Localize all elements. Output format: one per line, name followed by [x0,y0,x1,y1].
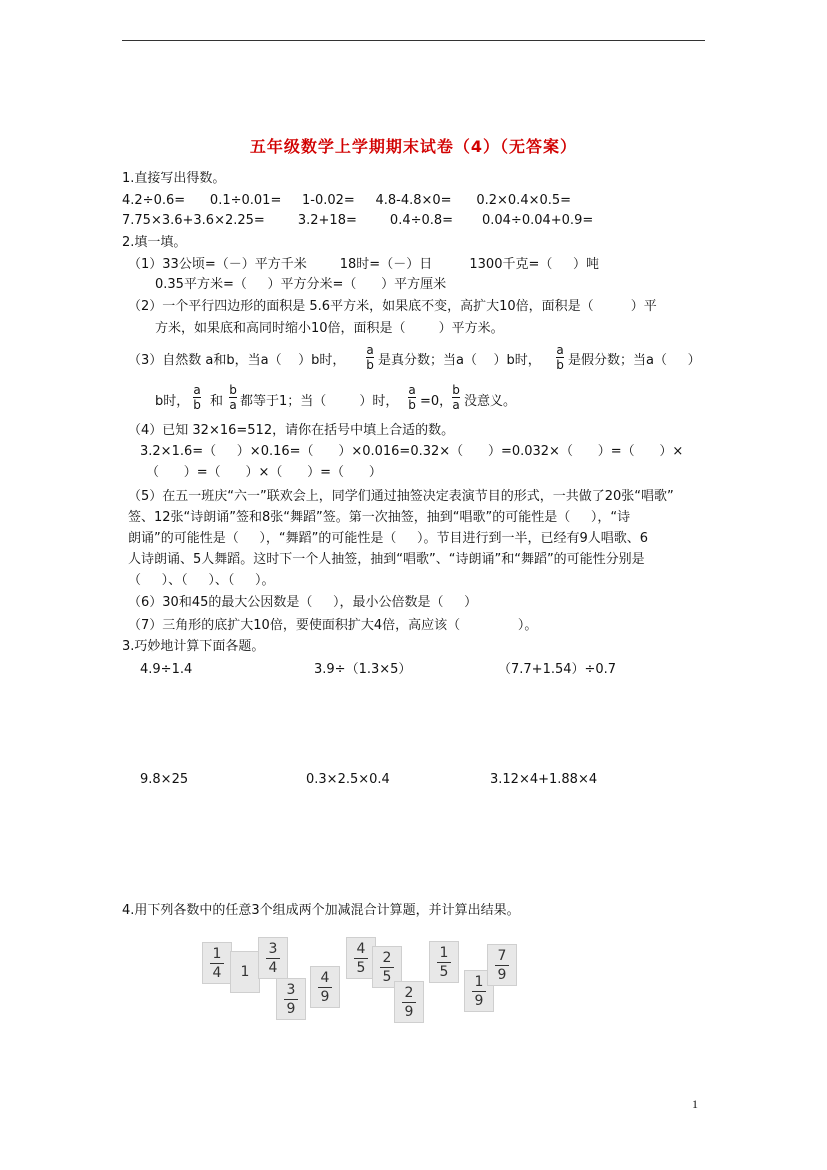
document-title: 五年级数学上学期期末试卷（4）（无答案） [249,137,578,156]
question-4-heading: 4.用下列各数中的任意3个组成两个加减混合计算题，并计算出结果。 [122,903,520,918]
question-2-4-line-2: （ ）=（ ）×（ ）=（ ） [146,465,382,480]
question-2-3-text-1: （3）自然数 a和b，当a（ ）b时， [128,353,346,368]
question-3-expr-3: （7.7+1.54）÷0.7 [498,662,617,677]
number-card: 4 9 [310,966,340,1008]
fraction-a-over-b: a b [556,343,564,372]
question-2-3-text-5: 和 [210,394,224,409]
question-2-7: （7）三角形的底扩大10倍，要使面积扩大4倍，高应该（ ）。 [128,618,538,633]
question-2-3-text-7: =0， [420,394,453,409]
question-2-5-line-2: 签、12张“诗朗诵”签和8张“舞蹈”签。第一次抽签，抽到“唱歌”的可能性是（ ），“诗 [128,510,631,525]
question-1-row-1: 4.2÷0.6= 0.1÷0.01= 1-0.02= 4.8-4.8×0= 0.2×0.4×0.5= [122,193,572,208]
question-3-heading: 3.巧妙地计算下面各题。 [122,639,265,654]
question-2-3-text-3: 是假分数；当a（ ） [568,353,701,368]
question-2-4-line-1: 3.2×1.6=（ ）×0.16=（ ）×0.016=0.32×（ ）=0.032×（ ）=（ ）× [140,444,684,459]
fraction-a-over-b: a b [193,383,201,412]
question-2-1-line-2: 0.35平方米=（ ）平方分米=（ ）平方厘米 [155,277,447,292]
question-2-5-line-5: （ ）、（ ）、（ ）。 [128,573,275,588]
question-3-expr-2: 3.9÷（1.3×5） [314,662,412,677]
fraction-a-over-b: a b [408,383,416,412]
fraction-b-over-a: b a [229,383,237,412]
question-2-5-line-3: 朗诵”的可能性是（ ），“舞蹈”的可能性是（ ）。节目进行到一半，已经有9人唱歌、6 [128,531,649,546]
page-number: 1 [692,1097,698,1111]
fraction-a-over-b: a b [366,343,374,372]
question-3-expr-1: 4.9÷1.4 [140,662,193,677]
header-rule [122,40,705,41]
number-card: 1 5 [429,941,459,983]
question-1-row-2: 7.75×3.6+3.6×2.25= 3.2+18= 0.4÷0.8= 0.04÷0.04+0.9= [122,213,594,228]
question-3-expr-4: 9.8×25 [140,772,189,787]
number-card: 3 9 [276,978,306,1020]
question-2-1-line-1: （1）33公顷=（－）平方千米 18时=（－）日 1300千克=（ ）吨 [128,257,600,272]
question-2-3-text-6: 都等于1；当（ ）时， [240,394,399,409]
question-3-expr-5: 0.3×2.5×0.4 [306,772,390,787]
number-card: 4 5 [346,937,376,979]
number-card: 1 [230,951,260,993]
question-3-expr-6: 3.12×4+1.88×4 [490,772,598,787]
question-2-3-text-4: b时， [155,394,190,409]
question-2-2-line-1: （2）一个平行四边形的面积是 5.6平方米，如果底不变，高扩大10倍，面积是（ ）平 [128,299,657,314]
question-2-3-text-2: 是真分数；当a（ ）b时， [378,353,541,368]
question-2-5-line-1: （5）在五一班庆“六一”联欢会上，同学们通过抽签决定表演节目的形式，一共做了20张“唱歌” [128,489,674,504]
number-card: 3 4 [258,937,288,979]
number-card: 2 5 [372,946,402,988]
question-2-2-line-2: 方米，如果底和高同时缩小10倍，面积是（ ）平方米。 [155,321,504,336]
question-2-4-heading: （4）已知 32×16=512，请你在括号中填上合适的数。 [128,423,455,438]
number-card: 1 4 [202,942,232,984]
question-2-3-text-8: 没意义。 [464,394,517,409]
fraction-b-over-a: b a [452,383,460,412]
question-2-6: （6）30和45的最大公因数是（ ），最小公倍数是（ ） [128,595,478,610]
question-1-heading: 1.直接写出得数。 [122,171,226,186]
number-card: 7 9 [487,944,517,986]
question-2-5-line-4: 人诗朗诵、5人舞蹈。这时下一个人抽签，抽到“唱歌”、“诗朗诵”和“舞蹈”的可能性分别是 [128,552,645,567]
number-card: 2 9 [394,981,424,1023]
number-card: 1 9 [464,970,494,1012]
question-2-heading: 2.填一填。 [122,235,187,250]
